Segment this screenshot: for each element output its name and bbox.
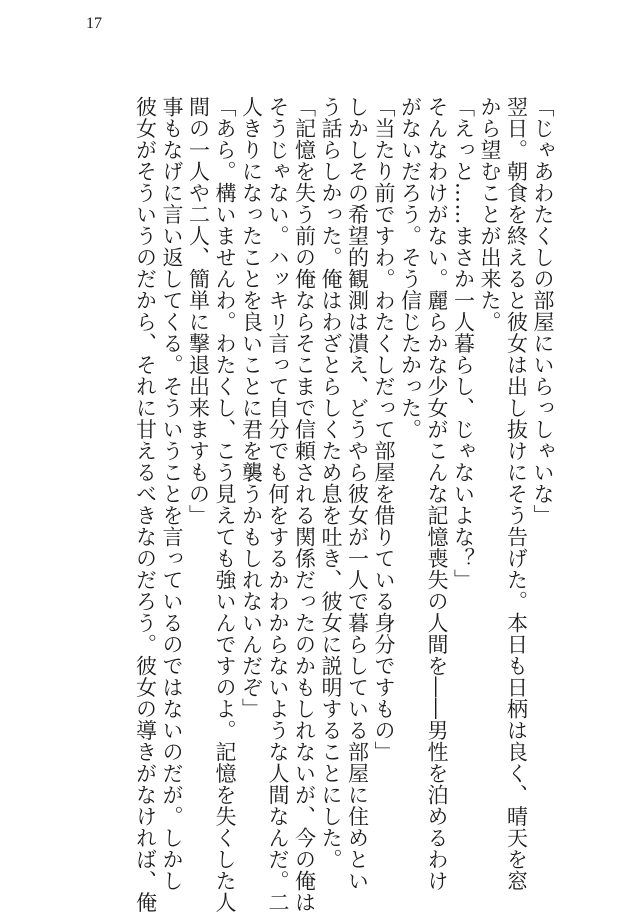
text-line: 「当たり前ですわ。わたくしだって部屋を借りている身分ですもの」 — [372, 96, 396, 763]
text-line: しかしその希望的観測は潰え、どうやら彼女が一人で暮らしている部屋に住めとい — [345, 96, 370, 892]
text-line: 翌日。朝食を終えると彼女は出し抜けにそう告げた。本日も日柄は良く、晴天を窓 — [504, 96, 529, 892]
text-line: 「えっと……まさか一人暮らし、じゃないよな？」 — [451, 96, 476, 591]
text-line: う話らしかった。俺はわざとらしくため息を吐き、彼女に説明することにした。 — [319, 96, 343, 870]
vertical-body-text — [80, 96, 556, 913]
text-line: 人きりになったことを良いことに君を襲うかもしれないんだぞ」 — [239, 96, 264, 720]
text-line: がないだろう。そう信じたかった。 — [398, 96, 423, 440]
text-line: 彼女がそういうのだから、それに甘えるべきなのだろう。彼女の導きがなければ、俺 — [133, 96, 158, 913]
text-line: 「あら。構いませんわ。わたくし、こう見えても強いんですのよ。記憶を失くした人 — [213, 96, 237, 913]
page-number: 17 — [86, 15, 102, 32]
text-line: 事もなげに言い返してくる。そういうことを言っているのではないのだが。しかし — [160, 96, 184, 892]
text-line: 「じゃあわたくしの部屋にいらっしゃいな」 — [531, 96, 555, 526]
text-line: 「記憶を失う前の俺ならそこまで信頼される関係だったのかもしれないが、今の俺は — [292, 96, 317, 913]
text-line: から望むことが出来た。 — [478, 96, 502, 333]
text-line: 間の一人や二人、簡単に撃退出来ますもの」 — [186, 96, 211, 526]
text-line: そうじゃない。ハッキリ言って自分でも何をするかわからないような人間なんだ。二 — [266, 96, 290, 913]
text-line: そんなわけがない。麗らかな少女がこんな記憶喪失の人間を――男性を泊めるわけ — [425, 96, 449, 892]
